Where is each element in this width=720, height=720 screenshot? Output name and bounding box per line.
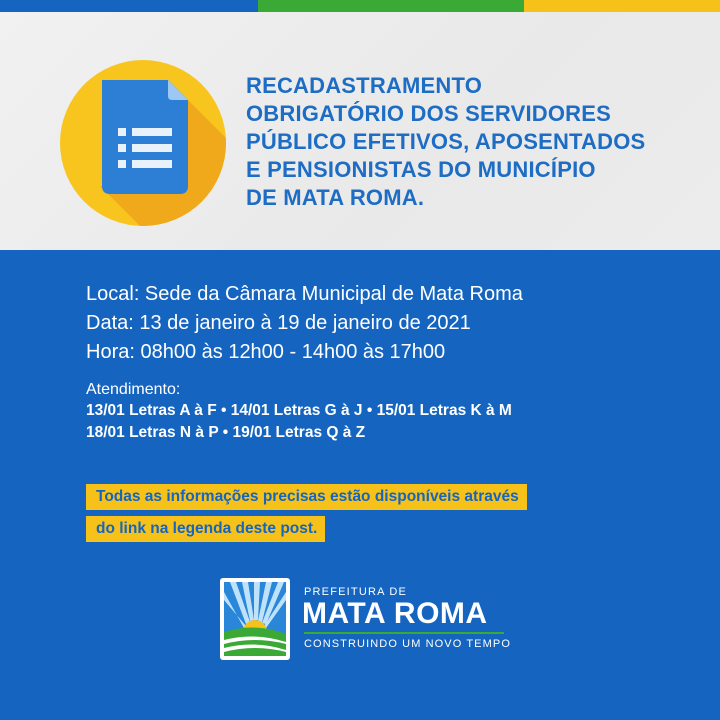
notice-line: Todas as informações precisas estão disponíveis através [86,484,527,510]
prefeitura-logo [220,578,510,662]
info-date: Data: 13 de janeiro à 19 de janeiro de 2021 [86,312,471,334]
info-hours: Hora: 08h00 às 12h00 - 14h00 às 17h00 [86,341,446,363]
schedule-label: Atendimento: [86,381,181,398]
schedule [86,380,512,444]
title-line: PÚBLICO EFETIVOS, APOSENTADOS [246,129,646,154]
schedule-line: 13/01 Letras A à F • 14/01 Letras G à J • 15/01 Letras K à M [86,402,512,419]
info-local: Local: Sede da Câmara Municipal de Mata Roma [86,283,523,305]
stripe-green [258,0,524,12]
stripe-yellow [524,0,720,12]
notice-banner [86,484,527,548]
title-line: RECADASTRAMENTO [246,73,483,98]
top-color-stripes [0,0,720,12]
event-info [86,280,523,367]
logo-tagline: CONSTRUINDO UM NOVO TEMPO [304,638,511,650]
notice-line: do link na legenda deste post. [86,516,325,542]
stripe-blue [0,0,258,12]
document-form-icon [60,60,226,226]
title-line: DE MATA ROMA. [246,185,425,210]
logo-divider [304,632,504,634]
sunrise-field-logo-icon [220,578,290,660]
page-title [246,72,686,212]
logo-prefix: PREFEITURA DE [304,586,408,598]
schedule-line: 18/01 Letras N à P • 19/01 Letras Q à Z [86,424,366,441]
title-line: E PENSIONISTAS DO MUNICÍPIO [246,157,596,182]
logo-name: MATA ROMA [302,597,488,630]
title-line: OBRIGATÓRIO DOS SERVIDORES [246,101,611,126]
